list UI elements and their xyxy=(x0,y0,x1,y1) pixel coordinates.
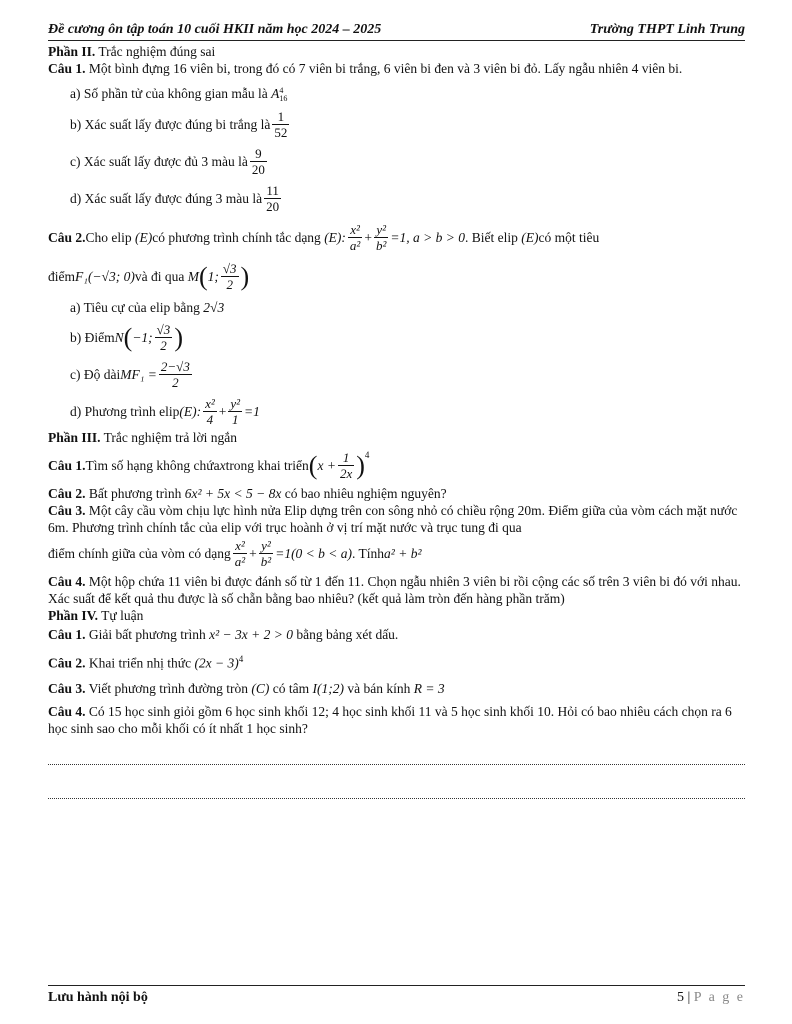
part4-q1: Câu 1. Giải bất phương trình x² − 3x + 2 > 0 bằng bảng xét dấu. xyxy=(48,627,399,642)
p2q1-option-c: c) Xác suất lấy được đủ 3 màu là $\frac{9}{20}$ xyxy=(70,146,265,177)
p2q2-option-a: a) Tiêu cự của elip bằng 2√3 xyxy=(70,300,225,315)
part3-q3-line2: điểm chính giữa của vòm có dạng $\frac{\text{x²}}{\text{a²}}$ + $\frac{\text{y²}}{\text{b²}}$ =1(0 < b < a) . Tính a² + b² xyxy=(48,538,422,569)
footer-left: Lưu hành nội bộ xyxy=(48,990,148,1005)
page-number: 5 | P a g e xyxy=(676,990,745,1005)
fraction: $\frac{9}{20}$ xyxy=(251,146,265,177)
part3-q3: Câu 3. Một cây cầu vòm chịu lực hình nửa Elip dựng trên con sông nhỏ có chiều rộng 20m. Điểm giữa của vòm cách mặt nước 6m. Phương trình chính tắc của elip với trục hoành ở vị trí mặt nước và trục tung đi qua xyxy=(48,503,738,535)
document-page xyxy=(48,22,745,799)
part4-q2: Câu 2. Khai triển nhị thức $(2x - 3)^4$ xyxy=(48,654,244,671)
fraction: $\frac{\text{x²}}{\text{a²}}$ xyxy=(349,222,361,253)
part4-q4: Câu 4. Có 15 học sinh giỏi gồm 6 học sinh khối 12; 4 học sinh khối 11 và 5 học sinh khối 10. Hỏi có bao nhiêu cách chọn ra 6 học sinh sao cho mỗi khối có ít nhất 1 học sinh? xyxy=(48,703,732,736)
fraction: $\frac{1}{52}$ xyxy=(274,109,288,140)
part4-q3: Câu 3. Viết phương trình đường tròn (C) có tâm I(1;2) và bán kính R = 3 xyxy=(48,680,445,696)
part3-q1: Câu 1. Tìm số hạng không chứa x trong khai triển ( x + $\frac{1}{2x}$ ) $^4$ xyxy=(48,450,370,481)
part3-q4: Câu 4. Một hộp chứa 11 viên bi được đánh số từ 1 đến 11. Chọn ngẫu nhiên 3 viên bi rồi cộng các số trên 3 viên bi đó với nhau. Xác suất để kết quả thu được là số chẵn bằng bao nhiêu? (kết quả làm tròn đến hàng phần trăm) xyxy=(48,574,741,606)
page-header xyxy=(48,22,745,41)
part4-title: Phần IV. Tự luận xyxy=(48,608,144,623)
part2-q2-stem: Câu 2. Cho elip (E) có phương trình chính tắc dạng (E): $\frac{\text{x²}}{\text{a²}}$ + $\frac{\text{y²}}{\text{b²}}$ =1, a > b > 0 . Biết elip (E) có một tiêu xyxy=(48,222,600,253)
header-left: Đề cương ôn tập toán 10 cuối HKII năm học 2024 – 2025 xyxy=(48,22,382,37)
part2-q1-stem: Câu 1. Một bình đựng 16 viên bi, trong đó có 7 viên bi trắng, 6 viên bi đen và 3 viên bi đỏ. Lấy ngẫu nhiên 4 viên bi. xyxy=(48,61,683,76)
fraction: $\frac{2-√3}{2}$ xyxy=(160,359,190,390)
p2q1-option-d: d) Xác suất lấy được đúng 3 màu là $\frac{11}{20}$ xyxy=(70,183,280,214)
part2-q2-stem-line2: điểm F₁(−√3; 0) và đi qua M ( 1; $\frac{√3}{2}$ ) xyxy=(48,261,250,292)
p2q1-option-b: b) Xác suất lấy được đúng bi trắng là $\frac{1}{52}$ xyxy=(70,109,288,140)
fraction: $\frac{11}{20}$ xyxy=(266,183,280,214)
fraction: $\frac{√3}{2}$ xyxy=(222,261,237,292)
fraction: $\frac{√3}{2}$ xyxy=(156,322,171,353)
page-footer xyxy=(48,985,745,1006)
fraction: $\frac{\text{y²}}{1}$ xyxy=(230,396,241,427)
fraction: $\frac{\text{x²}}{\text{a²}}$ xyxy=(234,538,246,569)
answer-dotted-line xyxy=(48,797,745,799)
fraction: $\frac{\text{y²}}{\text{b²}}$ xyxy=(260,538,272,569)
part2-title: Phần II. Trắc nghiệm đúng sai xyxy=(48,44,216,59)
p2q2-option-d: d) Phương trình elip (E): $\frac{\text{x²}}{4}$ + $\frac{\text{y²}}{1}$ =1 xyxy=(70,396,260,427)
p2q1-option-a: a) Số phần tử của không gian mẫu là A 4 16 xyxy=(70,85,288,103)
p2q2-option-c: c) Độ dài MF₁ = $\frac{2-√3}{2}$ xyxy=(70,359,190,390)
part3-title: Phần III. Trắc nghiệm trả lời ngắn xyxy=(48,430,238,445)
part3-q2: Câu 2. Bất phương trình 6x² + 5x < 5 − 8x có bao nhiêu nghiệm nguyên? xyxy=(48,486,447,501)
fraction: $\frac{1}{2x}$ xyxy=(339,450,353,481)
header-right: Trường THPT Linh Trung xyxy=(589,22,745,37)
fraction: $\frac{\text{x²}}{4}$ xyxy=(205,396,215,427)
p2q2-option-b: b) Điểm N ( −1; $\frac{√3}{2}$ ) xyxy=(70,322,183,353)
fraction: $\frac{\text{y²}}{\text{b²}}$ xyxy=(375,222,387,253)
answer-dotted-line xyxy=(48,763,745,765)
